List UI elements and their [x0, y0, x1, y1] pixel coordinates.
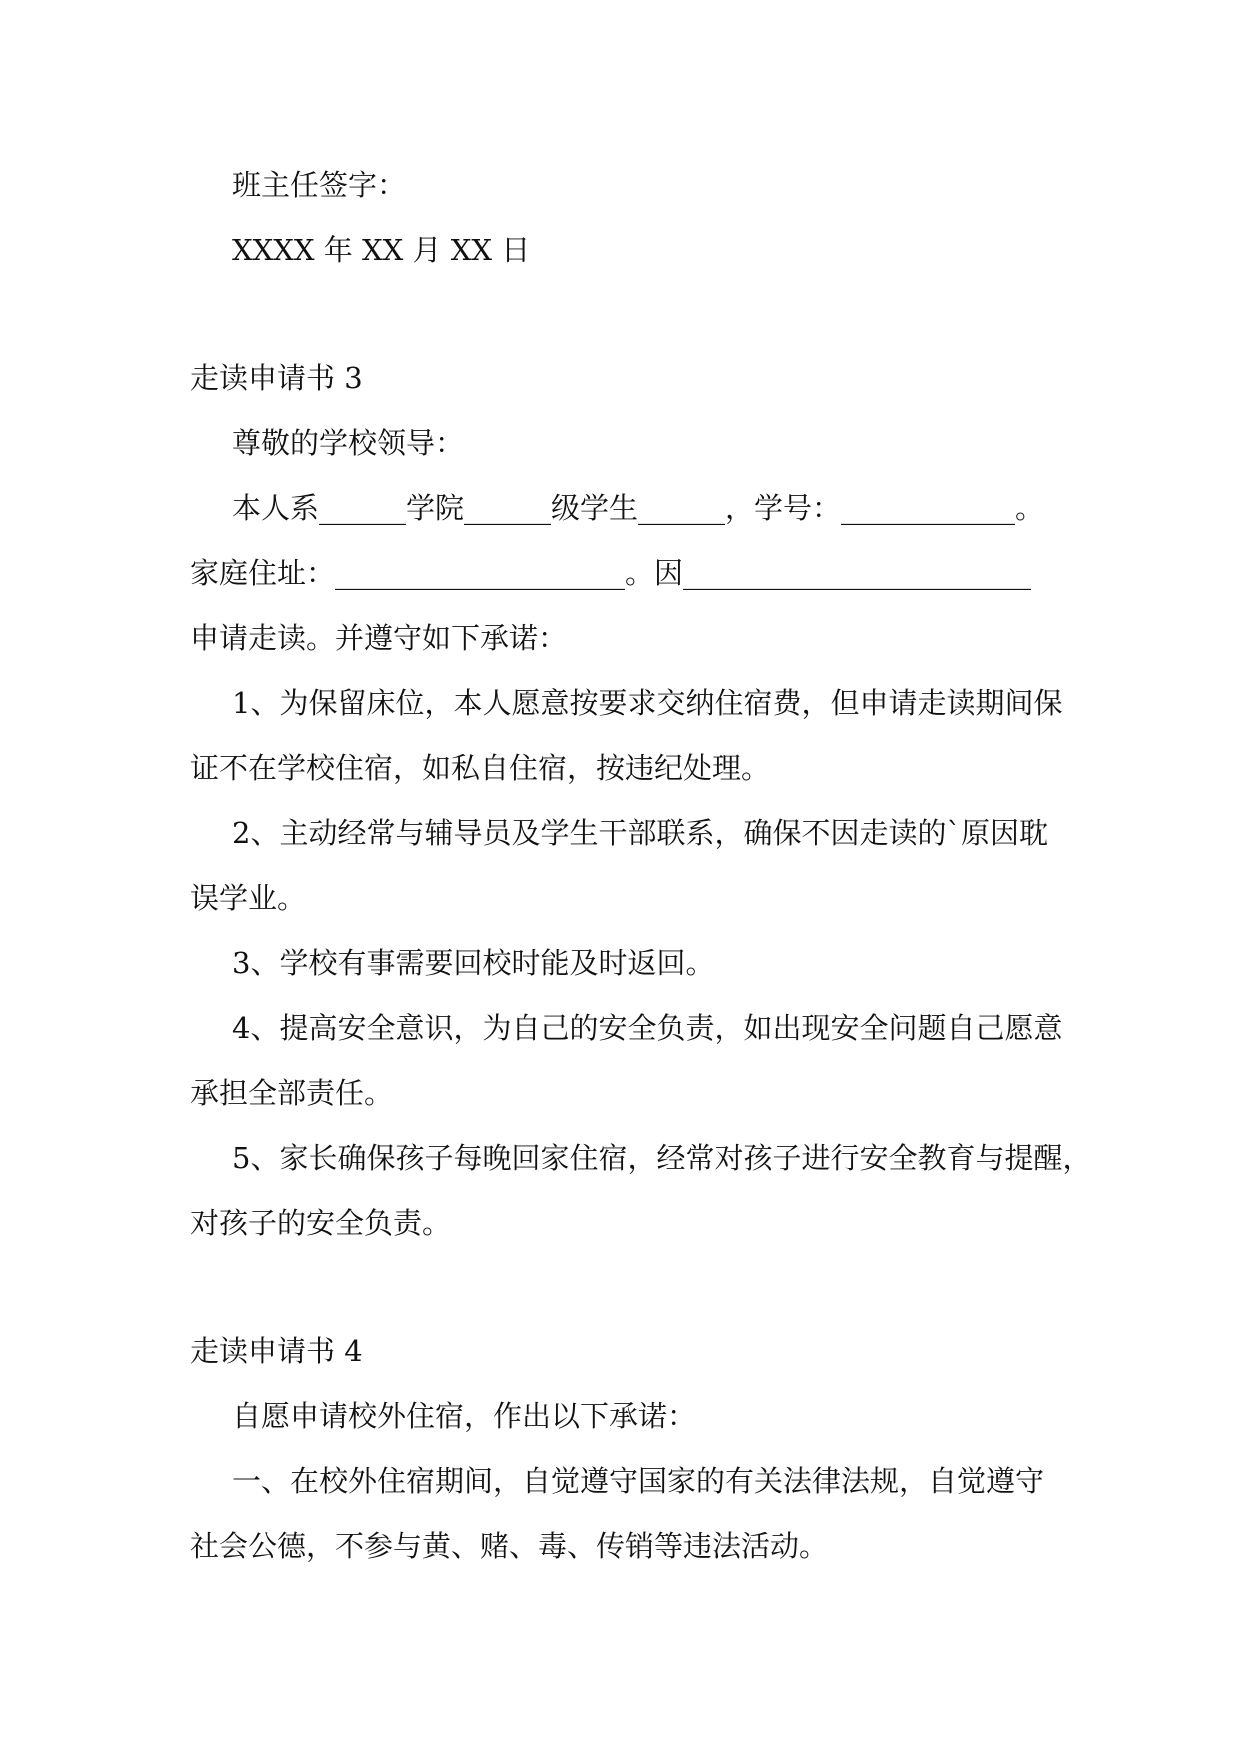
letter3-fill-line-1: 本人系______学院______级学生______，学号：____________。	[232, 491, 1045, 525]
letter4-title: 走读申请书 4	[190, 1334, 363, 1368]
letter3-title: 走读申请书 3	[190, 361, 363, 395]
signature-date: XXXX 年 XX 月 XX 日	[232, 233, 531, 267]
letter3-item1-line2: 证不在学校住宿，如私自住宿，按违纪处理。	[190, 751, 771, 785]
letter3-item5-line2: 对孩子的安全负责。	[190, 1206, 452, 1240]
letter4-item1-line1: 一、在校外住宿期间，自觉遵守国家的有关法律法规，自觉遵守	[232, 1464, 1045, 1498]
letter4-intro: 自愿申请校外住宿，作出以下承诺：	[232, 1399, 697, 1433]
letter4-item1-line2: 社会公德，不参与黄、赌、毒、传销等违法活动。	[190, 1529, 829, 1563]
letter3-item2-line1: 2、主动经常与辅导员及学生干部联系，确保不因走读的`原因耽	[232, 816, 1048, 850]
letter3-salutation: 尊敬的学校领导：	[232, 426, 465, 460]
letter3-fill-line-3: 申请走读。并遵守如下承诺：	[190, 621, 568, 655]
letter3-item2-line2: 误学业。	[190, 881, 307, 915]
letter3-item4-line1: 4、提高安全意识，为自己的安全负责，如出现安全问题自己愿意	[232, 1011, 1063, 1045]
letter3-fill-line-2: 家庭住址：____________________。因________________________	[190, 556, 1032, 590]
letter3-item3-line1: 3、学校有事需要回校时能及时返回。	[232, 946, 715, 980]
letter3-item1-line1: 1、为保留床位，本人愿意按要求交纳住宿费，但申请走读期间保	[232, 686, 1063, 720]
teacher-signature-label: 班主任签字：	[232, 168, 407, 202]
letter3-item5-line1: 5、家长确保孩子每晚回家住宿，经常对孩子进行安全教育与提醒，	[232, 1141, 1092, 1175]
letter3-item4-line2: 承担全部责任。	[190, 1076, 394, 1110]
